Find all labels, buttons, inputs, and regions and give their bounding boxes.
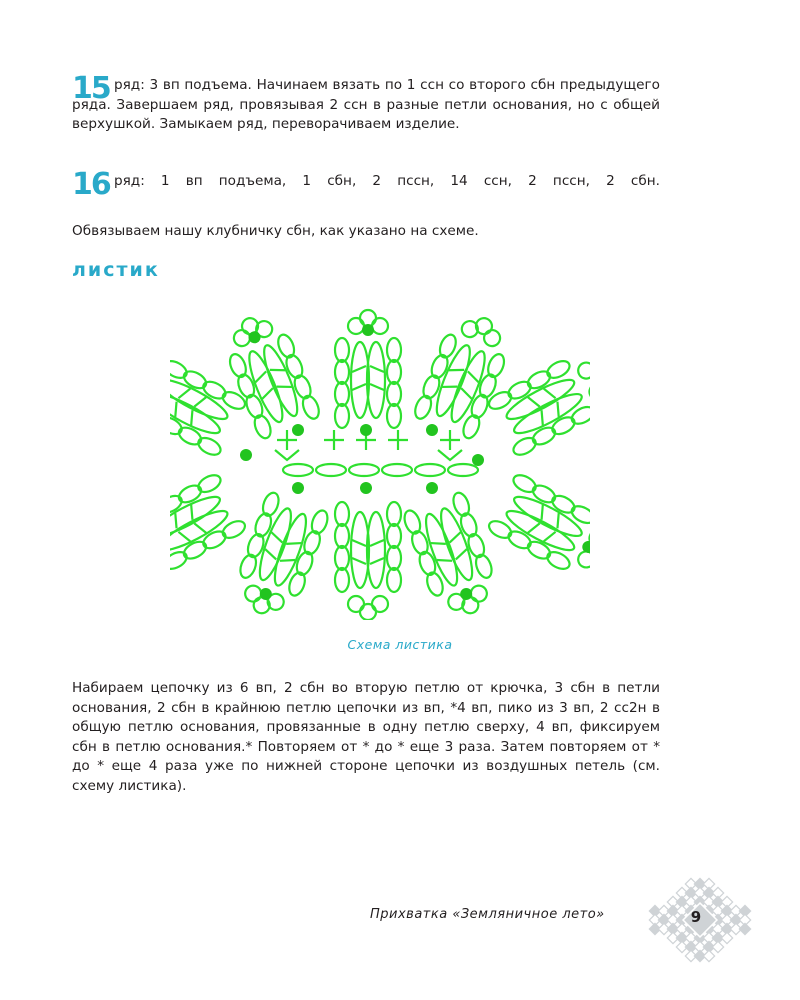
body-paragraph: Набираем цепочку из 6 вп, 2 сбн во вторую петлю от крючка, 3 сбн в петли основания, 2 сбн в крайнюю петлю цепочки из вп, *4 вп, пико из 3 вп, 2 сс2н в общую петлю основания, провязанные в одну петлю сверху, 4 вп, фиксируем сбн в петлю основания.* Повторяем от * до * еще 3 раза. Затем повторяем от * до * еще 4 раза уже по нижней стороне цепочки из воздушных петель (см. схему листика). <box>72 680 660 794</box>
leaf-petal <box>486 472 590 586</box>
row-16-text: ряд: 1 вп подъема, 1 сбн, 2 пссн, 14 ссн, 2 пссн, 2 сбн. <box>114 173 660 189</box>
leaf-petal <box>486 345 590 459</box>
ornament-cell <box>721 932 732 943</box>
chain-stitch <box>415 464 445 476</box>
leaf-petal <box>402 491 504 620</box>
increase-mark <box>438 450 462 460</box>
ornament-cell <box>739 923 750 934</box>
leaf-petal <box>335 310 401 428</box>
page-number: 9 <box>690 908 702 926</box>
leaf-petal <box>228 491 330 620</box>
row-15-instruction <box>72 71 660 135</box>
leaf-petal <box>335 502 401 620</box>
chain-stitch <box>283 464 313 476</box>
intro-text: Обвязываем нашу клубничку сбн, как указано на схеме. <box>72 223 479 239</box>
slip-stitch-dot <box>292 424 304 436</box>
chain-stitch <box>448 464 478 476</box>
ornament-cell <box>703 950 714 961</box>
row-16-instruction <box>72 167 660 202</box>
slip-stitch-dot <box>292 482 304 494</box>
leaf-petal <box>412 306 517 440</box>
slip-stitch-dot <box>472 454 484 466</box>
section-title: листик <box>72 259 160 281</box>
leaf-crochet-diagram <box>170 290 590 620</box>
increase-mark <box>275 450 299 460</box>
chain-stitch <box>349 464 379 476</box>
chain-stitch <box>382 464 412 476</box>
diagram-caption: Схема листика <box>347 637 453 652</box>
slip-stitch-dot <box>426 482 438 494</box>
ornament-cell <box>712 941 723 952</box>
slip-stitch-dot <box>360 424 372 436</box>
row-number-15: 15 <box>72 71 110 106</box>
slip-stitch-dot <box>360 482 372 494</box>
leaf-petal <box>216 306 321 440</box>
row-15-text: ряд: 3 вп подъема. Начинаем вязать по 1 ссн со второго сбн предыдущего ряда. Завершаем ряд, провязывая 2 ссн в разные петли основания, но с общей верхушкой. Замыкаем ряд, переворачиваем изделие. <box>72 77 660 132</box>
footer-title: Прихватка «Земляничное лето» <box>370 907 605 922</box>
chain-stitch <box>316 464 346 476</box>
leaf-petal <box>170 472 248 586</box>
row-number-16: 16 <box>72 167 110 202</box>
slip-stitch-dot <box>426 424 438 436</box>
leaf-petal <box>170 345 248 459</box>
slip-stitch-dot <box>240 449 252 461</box>
